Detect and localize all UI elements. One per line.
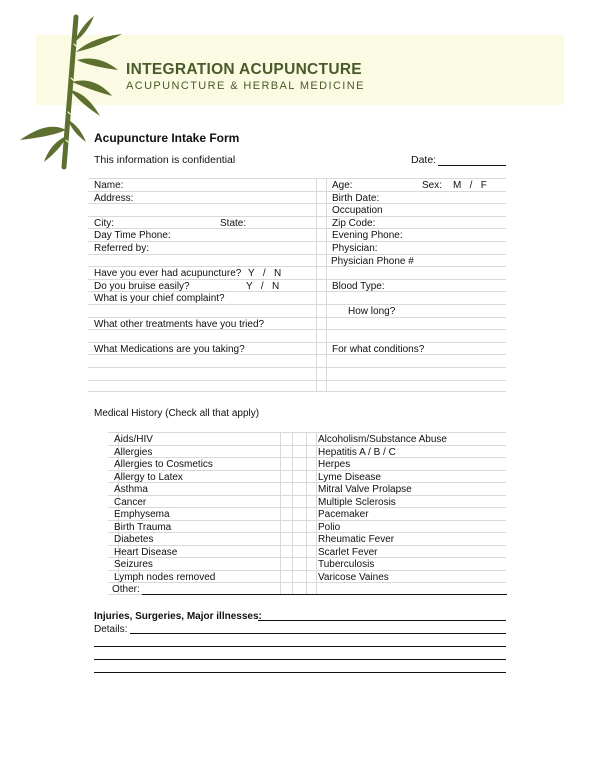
condition-label: Diabetes (114, 534, 154, 545)
condition-label: Herpes (318, 459, 351, 470)
brand-tagline: ACUPUNCTURE & HERBAL MEDICINE (126, 80, 365, 92)
medical-history-grid (108, 432, 506, 595)
bruise-yn[interactable]: Y / N (246, 280, 280, 292)
row-complaint[interactable] (88, 291, 506, 304)
condition-row (108, 457, 506, 470)
condition-label: Tuberculosis (318, 559, 375, 570)
other-treatments-label: What other treatments have you tried? (94, 318, 265, 330)
occupation-label: Occupation (332, 205, 383, 217)
condition-label: Lyme Disease (318, 471, 381, 483)
row-acupuncture[interactable] (88, 266, 506, 279)
condition-checkbox[interactable] (306, 472, 316, 483)
medical-history-label: Medical History (Check all that apply) (94, 408, 260, 419)
condition-row (108, 532, 506, 545)
age-label: Age: (332, 180, 353, 191)
row-city[interactable] (88, 216, 506, 229)
zip-label: Zip Code: (332, 217, 376, 229)
condition-label: Aids/HIV (114, 434, 153, 445)
physician-phone-label: Physician Phone # (331, 255, 414, 267)
condition-row (108, 470, 506, 483)
condition-checkbox[interactable] (306, 447, 316, 458)
address-label: Address: (94, 192, 134, 204)
condition-checkbox[interactable] (306, 497, 316, 508)
birth-date-label: Birth Date: (332, 192, 380, 204)
details-line-2[interactable] (94, 646, 506, 647)
bamboo-logo-icon (14, 12, 129, 172)
other-line[interactable] (142, 594, 507, 595)
condition-checkbox[interactable] (306, 509, 316, 520)
name-label: Name: (94, 180, 124, 191)
condition-checkbox[interactable] (306, 434, 316, 445)
patient-info-grid (88, 178, 506, 392)
condition-row (108, 507, 506, 520)
condition-row (108, 557, 506, 570)
row-med-3[interactable] (88, 380, 506, 393)
condition-label: Birth Trauma (114, 521, 172, 533)
state-label: State: (220, 217, 247, 229)
row-physician-phone[interactable] (88, 254, 506, 267)
condition-row (108, 570, 506, 583)
physician-label: Physician: (332, 242, 378, 254)
day-phone-label: Day Time Phone: (94, 230, 171, 242)
bruise-question: Do you bruise easily? (94, 280, 190, 292)
injuries-label: Injuries, Surgeries, Major illnesses: (94, 611, 262, 622)
city-label: City: (94, 217, 114, 229)
condition-label: Allergy to Latex (114, 471, 183, 483)
condition-row (108, 495, 506, 508)
other-label: Other: (112, 584, 140, 595)
chief-complaint-label: What is your chief complaint? (94, 293, 225, 305)
confidential-note: This information is confidential (94, 154, 236, 166)
condition-checkbox[interactable] (306, 572, 316, 583)
row-med-1[interactable] (88, 354, 506, 367)
brand-name: INTEGRATION ACUPUNCTURE (126, 61, 362, 78)
how-long-label: How long? (348, 305, 396, 317)
referred-by-label: Referred by: (94, 242, 150, 254)
condition-row (108, 545, 506, 558)
condition-label: Asthma (114, 484, 148, 495)
row-how-long[interactable] (88, 304, 506, 317)
condition-label: Allergies (114, 446, 153, 458)
condition-label: Emphysema (114, 509, 170, 520)
date-label: Date: (411, 154, 437, 166)
condition-checkbox[interactable] (306, 459, 316, 470)
acupuncture-question: Have you ever had acupuncture? (94, 268, 242, 280)
row-treatments[interactable] (88, 317, 506, 330)
row-bruise[interactable] (88, 279, 506, 292)
acupuncture-yn[interactable]: Y / N (248, 268, 282, 280)
row-medications[interactable] (88, 342, 506, 355)
medications-label: What Medications are you taking? (94, 343, 245, 355)
condition-label: Mitral Valve Prolapse (318, 484, 412, 495)
form-title: Acupuncture Intake Form (94, 131, 240, 145)
row-referred[interactable] (88, 241, 506, 254)
sex-options[interactable]: M / F (453, 180, 487, 191)
sex-label: Sex: (422, 180, 443, 191)
details-label: Details: (94, 624, 128, 635)
details-line-3[interactable] (94, 659, 506, 660)
condition-row (108, 482, 506, 495)
condition-label: Lymph nodes removed (114, 571, 216, 583)
condition-row (108, 432, 506, 445)
condition-checkbox[interactable] (306, 522, 316, 533)
condition-label: Pacemaker (318, 509, 369, 520)
condition-label: Multiple Sclerosis (318, 496, 396, 508)
condition-checkbox[interactable] (306, 559, 316, 570)
condition-label: Rheumatic Fever (318, 534, 395, 545)
row-blank[interactable] (88, 329, 506, 342)
details-line-4[interactable] (94, 672, 506, 673)
condition-row (108, 445, 506, 458)
condition-label: Seizures (114, 559, 153, 570)
condition-label: Polio (318, 521, 341, 533)
row-name[interactable] (88, 178, 506, 191)
condition-label: Heart Disease (114, 546, 178, 558)
injuries-line[interactable] (258, 620, 506, 621)
condition-row (108, 520, 506, 533)
condition-label: Alcoholism/Substance Abuse (318, 434, 447, 445)
condition-label: Varicose Vaines (318, 571, 389, 583)
conditions-label: For what conditions? (332, 343, 425, 355)
condition-label: Allergies to Cosmetics (114, 459, 213, 470)
row-occupation[interactable] (88, 203, 506, 216)
row-med-2[interactable] (88, 367, 506, 380)
blood-type-label: Blood Type: (332, 280, 385, 292)
row-address[interactable] (88, 191, 506, 204)
condition-checkbox[interactable] (306, 534, 316, 545)
condition-label: Cancer (114, 496, 147, 508)
condition-label: Scarlet Fever (318, 546, 378, 558)
evening-phone-label: Evening Phone: (332, 230, 403, 242)
details-line-1[interactable] (130, 633, 506, 634)
date-field[interactable] (438, 165, 506, 166)
row-phone[interactable] (88, 228, 506, 241)
condition-checkbox[interactable] (306, 547, 316, 558)
other-row[interactable] (108, 582, 506, 595)
condition-label: Hepatitis A / B / C (318, 446, 396, 458)
condition-checkbox[interactable] (306, 484, 316, 495)
